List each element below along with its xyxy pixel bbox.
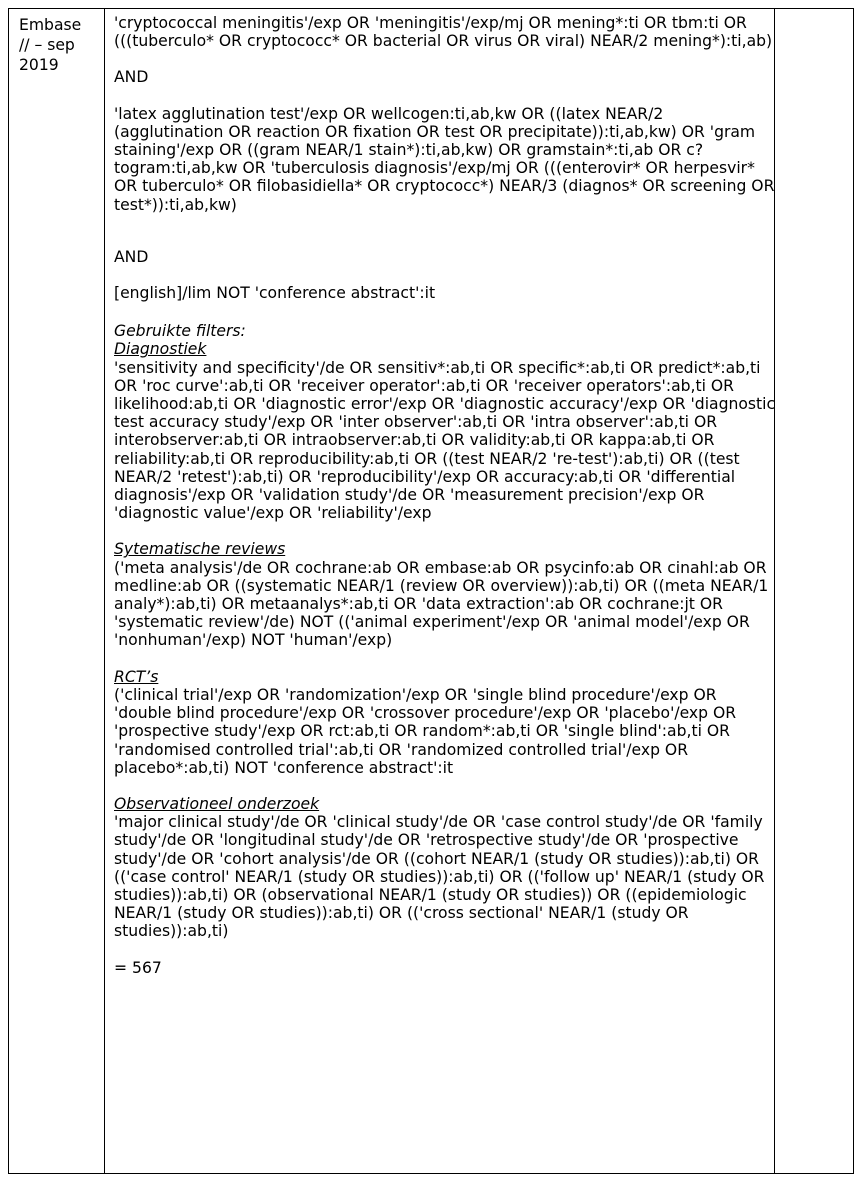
filter-title-rct: RCT’s — [114, 667, 159, 686]
filter-text-observational: 'major clinical study'/de OR 'clinical study'/de OR 'case control study'/de OR 'family study'/de OR 'longitudinal study'/de OR 'retrospective study'/de OR 'prospective study'/de OR 'cohort analysis'/de OR ((cohort NEAR/1 (study OR studies)):ab,ti) OR (('case control' NEAR/1 (study OR studies)):ab,ti) OR (('follow up' NEAR/1 (study OR studies)):ab,ti) OR (observational NEAR/1 (study OR studies)) OR ((epidemiologic NEAR/1 (study OR studies)):ab,ti) OR (('cross sectional' NEAR/1 (study OR studies)):ab,ti) — [114, 813, 765, 941]
and-operator-2: AND — [114, 247, 149, 266]
filter-title-observational: Observationeel onderzoek — [114, 794, 320, 813]
search-table — [8, 8, 854, 1174]
filter-text-reviews: ('meta analysis'/de OR cochrane:ab OR embase:ab OR psycinfo:ab OR cinahl:ab OR medline:ab OR ((systematic NEAR/1 (review OR overview)):ab,ti) OR ((meta NEAR/1 analy*):ab,ti) OR metaanalys*:ab,ti OR 'data extraction':ab OR cochrane:jt OR 'systematic review'/de) NOT (('animal experiment'/exp OR 'animal model'/exp OR 'nonhuman'/exp) NOT 'human'/exp) — [114, 558, 769, 650]
column-divider-1 — [104, 9, 105, 1173]
search-strategy-cell — [114, 14, 776, 977]
filter-text-rct: ('clinical trial'/exp OR 'randomization'/exp OR 'single blind procedure'/exp OR 'double blind procedure'/exp OR 'crossover procedure'/exp OR 'placebo'/exp OR 'prospective study'/exp OR rct:ab,ti OR random*:ab,ti OR 'single blind':ab,ti OR 'randomised controlled trial':ab,ti OR 'randomized controlled trial'/exp OR placebo*:ab,ti) NOT 'conference abstract':it — [114, 685, 737, 777]
result-count: = 567 — [114, 958, 162, 977]
database-name: Embase — [19, 16, 82, 34]
database-date: 2019 — [19, 56, 59, 74]
filter-text-diagnostiek: 'sensitivity and specificity'/de OR sensitiv*:ab,ti OR specific*:ab,ti OR predict*:ab,ti OR 'roc curve':ab,ti OR 'receiver operator':ab,ti OR 'receiver operators':ab,ti OR likelihood:ab,ti OR 'diagnostic error'/exp OR 'diagnostic accuracy'/exp OR 'diagnostic test accuracy study'/exp OR 'inter observer':ab,ti OR 'intra observer':ab,ti OR interobserver:ab,ti OR intraobserver:ab,ti OR validity:ab,ti OR kappa:ab,ti OR reliability:ab,ti OR reproducibility:ab,ti OR ((test NEAR/2 're-test'):ab,ti) OR ((test NEAR/2 'retest'):ab,ti) OR 'reproducibility'/exp OR accuracy:ab,ti OR 'differential diagnosis'/exp OR 'validation study'/de OR 'measurement precision'/exp OR 'diagnostic value'/exp OR 'reliability'/exp — [114, 358, 776, 523]
filter-title-diagnostiek: Diagnostiek — [114, 340, 207, 359]
filters-heading: Gebruikte filters: — [114, 322, 246, 341]
filter-title-reviews: Sytematische reviews — [114, 540, 286, 559]
and-operator-1: AND — [114, 68, 149, 87]
database-range: // – sep — [19, 36, 75, 54]
language-limit: [english]/lim NOT 'conference abstract':it — [114, 284, 436, 303]
search-block-1: 'cryptococcal meningitis'/exp OR 'meningitis'/exp/mj OR mening*:ti OR tbm:ti OR (((tuberculo* OR cryptococc* OR bacterial OR virus OR viral) NEAR/2 mening*):ti,ab) — [114, 14, 773, 51]
database-cell — [19, 15, 99, 75]
search-block-2: 'latex agglutination test'/exp OR wellcogen:ti,ab,kw OR ((latex NEAR/2 (agglutination OR reaction OR fixation OR test OR precipitate)):ti,ab,kw) OR 'gram staining'/exp OR ((gram NEAR/1 stain*):ti,ab,kw) OR gramstain*:ti,ab OR c?togram:ti,ab,kw OR 'tuberculosis diagnosis'/exp/mj OR (((enterovir* OR herpesvir* OR tuberculo* OR filobasidiella* OR cryptococc*) NEAR/3 (diagnos* OR screening OR test*)):ti,ab,kw) — [114, 104, 775, 214]
